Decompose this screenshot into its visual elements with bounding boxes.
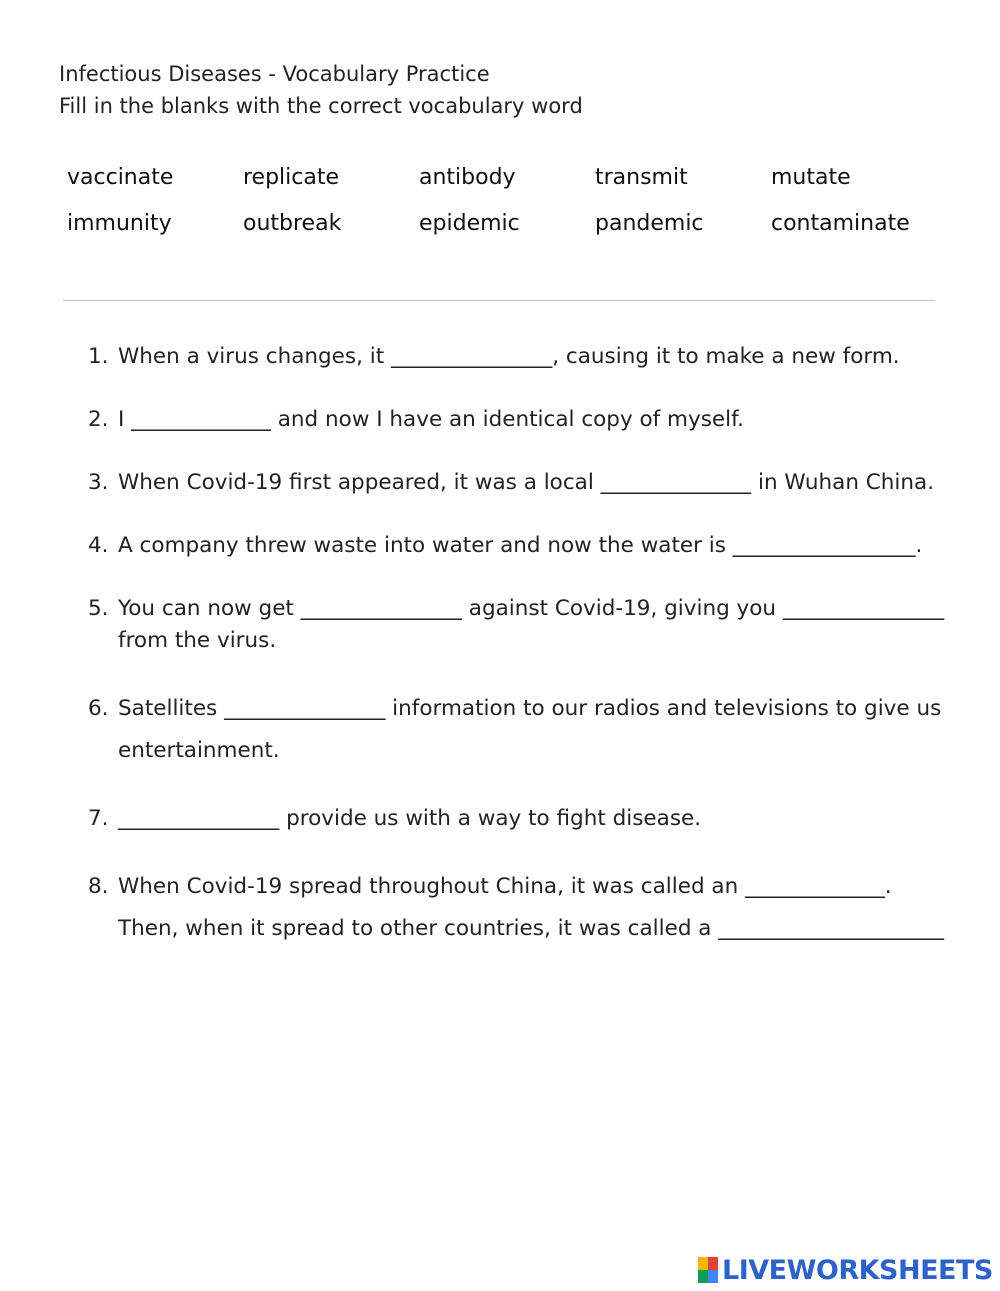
word-bank-word: epidemic — [419, 211, 520, 236]
liveworksheets-logo-icon — [698, 1257, 718, 1283]
word-bank-word: replicate — [243, 165, 340, 190]
question-item — [84, 803, 954, 835]
question-item — [84, 341, 954, 373]
question-text: A company threw waste into water and now the water is _________________. — [118, 533, 923, 558]
question-text: When Covid-19 first appeared, it was a local ______________ in Wuhan China. — [118, 470, 935, 495]
word-bank-word: contaminate — [771, 211, 910, 236]
liveworksheets-logo-text: LIVEWORKSHEETS — [722, 1254, 993, 1286]
question-item — [84, 593, 954, 657]
section-divider — [63, 300, 935, 301]
question-text: You can now get _______________ against Covid-19, giving you _______________ from the virus. — [118, 596, 945, 653]
word-bank — [67, 162, 967, 254]
question-number: 5. — [88, 596, 109, 621]
question-number: 3. — [88, 470, 109, 495]
question-text: Satellites _______________ information to our radios and televisions to give us entertainment. — [118, 696, 942, 763]
word-bank-word: pandemic — [595, 211, 704, 236]
question-item — [84, 467, 954, 499]
question-number: 7. — [88, 806, 109, 831]
question-text: _______________ provide us with a way to fight disease. — [118, 806, 702, 831]
question-list — [84, 341, 954, 981]
question-text: When a virus changes, it _______________, causing it to make a new form. — [118, 344, 900, 369]
question-item — [84, 404, 954, 436]
worksheet-header — [59, 58, 583, 122]
question-number: 8. — [88, 874, 109, 899]
word-bank-row — [67, 162, 967, 208]
question-number: 6. — [88, 696, 109, 721]
word-bank-word: vaccinate — [67, 165, 174, 190]
question-item — [84, 530, 954, 562]
question-number: 4. — [88, 533, 109, 558]
word-bank-row — [67, 208, 967, 254]
worksheet-instructions: Fill in the blanks with the correct vocabulary word — [59, 94, 583, 118]
question-number: 2. — [88, 407, 109, 432]
liveworksheets-logo — [698, 1254, 993, 1286]
question-item — [84, 866, 954, 950]
question-text: I _____________ and now I have an identical copy of myself. — [118, 407, 744, 432]
word-bank-word: transmit — [595, 165, 688, 190]
question-number: 1. — [88, 344, 109, 369]
question-text: When Covid-19 spread throughout China, it was called an _____________. Then, when it spread to other countries, it was called a _____________________ — [118, 874, 945, 941]
word-bank-word: mutate — [771, 165, 851, 190]
question-item — [84, 688, 954, 772]
word-bank-word: outbreak — [243, 211, 342, 236]
word-bank-word: antibody — [419, 165, 516, 190]
worksheet-title: Infectious Diseases - Vocabulary Practice — [59, 62, 490, 86]
word-bank-word: immunity — [67, 211, 172, 236]
